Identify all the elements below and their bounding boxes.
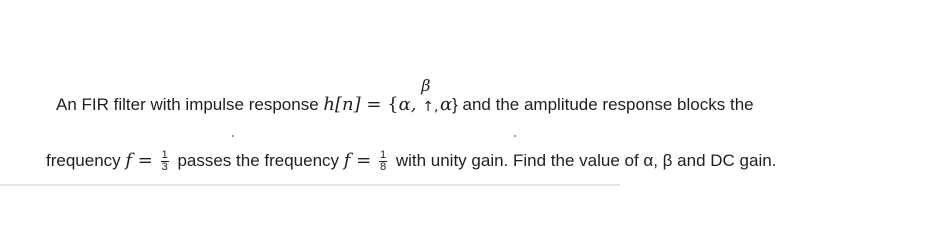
beta-with-arrow	[421, 76, 439, 115]
end-text: with unity gain. Find the value of α, β and DC gain.	[391, 150, 777, 170]
origin-arrow-icon: ↑,	[422, 99, 439, 115]
fraction-one-third	[161, 150, 169, 173]
beta-symbol: β	[421, 76, 431, 95]
alpha-first: α,	[398, 94, 417, 115]
intro-text: An FIR filter with impulse response	[56, 95, 324, 114]
fraction-numerator: 1	[379, 149, 387, 161]
problem-line-2	[46, 150, 776, 173]
fraction-numerator: 1	[161, 149, 168, 161]
bottom-divider	[0, 184, 620, 186]
fraction-denominator: 8	[379, 161, 387, 173]
fraction-denominator: 3	[161, 161, 168, 173]
frequency-word: frequency	[46, 150, 126, 170]
stray-mark	[514, 135, 516, 137]
equals-2: =	[350, 149, 377, 171]
equals-open-brace: = {	[360, 94, 399, 115]
passes-text: passes the frequency	[172, 150, 344, 170]
impulse-response-symbol: h[n]	[323, 94, 361, 115]
alpha-second: α	[439, 94, 453, 115]
line1-rest-text: } and the amplitude response blocks the	[452, 95, 754, 114]
problem-line-1	[56, 76, 754, 115]
fraction-one-eighth	[379, 150, 387, 173]
f-symbol-1: f	[125, 149, 133, 171]
stray-mark	[232, 135, 234, 137]
f-symbol-2: f	[343, 149, 351, 171]
equals-1: =	[132, 149, 159, 171]
